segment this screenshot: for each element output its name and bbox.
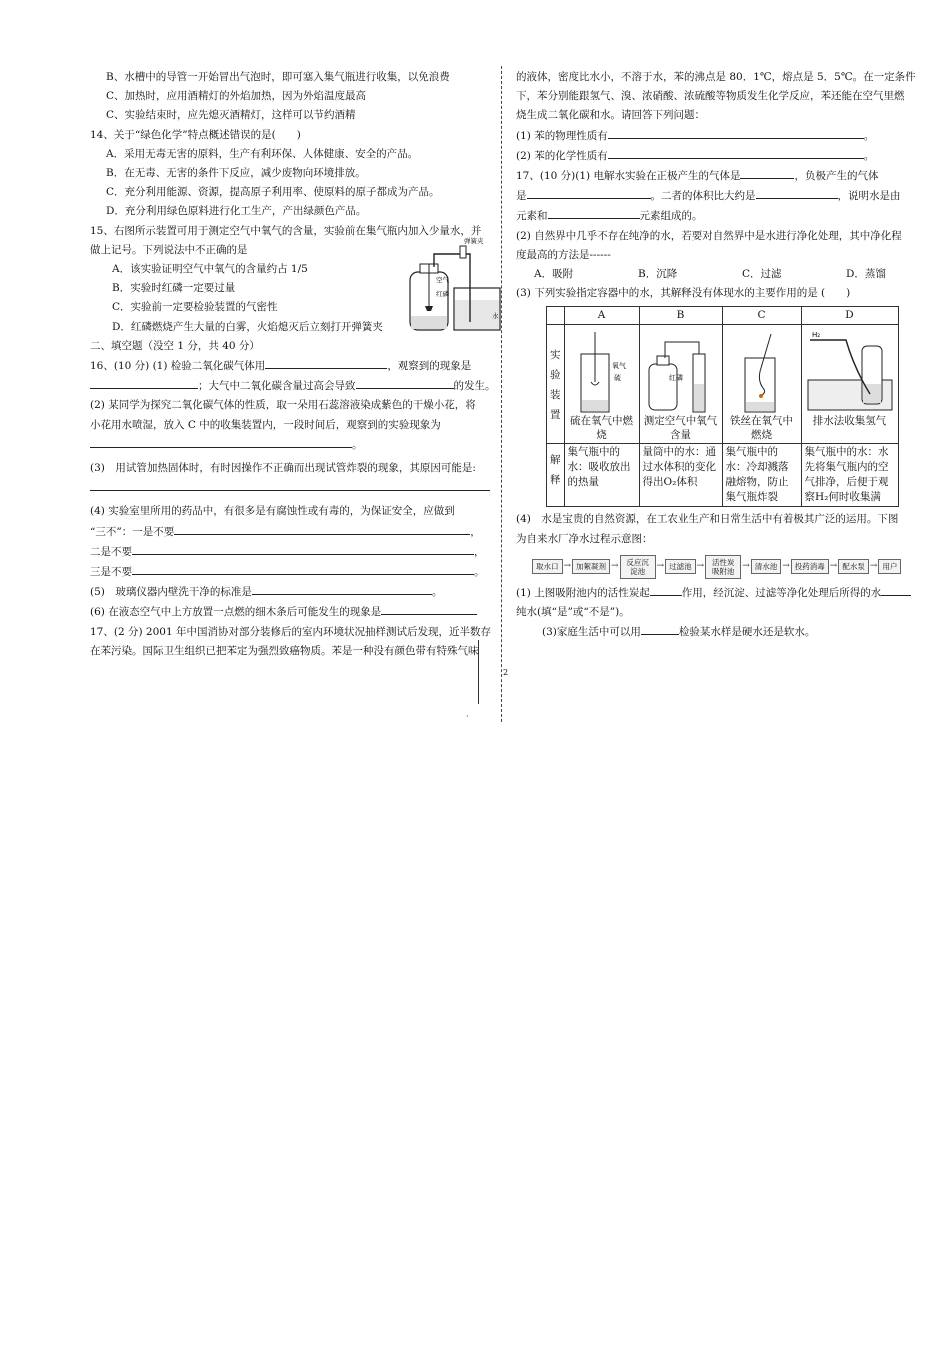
caption-d: 排水法收集氢气 [812, 415, 887, 428]
air-label: 空气 [436, 276, 449, 284]
answer-blank[interactable] [265, 356, 387, 369]
q17-line1: 17、(10 分)(1) 电解水实验在正极产生的气体是 ，负极产生的气体 [516, 166, 926, 186]
q15-option-d: D．红磷燃烧产生大量的白雾，火焰熄灭后立刻打开弹簧夹 [112, 320, 383, 333]
column-divider [501, 66, 502, 722]
clip-label: 弹簧夹 [464, 237, 484, 245]
h2-label: H₂ [811, 331, 820, 340]
flow-step: 取水口 [532, 559, 563, 574]
answer-blank[interactable] [132, 562, 474, 575]
answer-blank[interactable] [608, 146, 864, 159]
q14-stem: 14、关于“绿色化学”特点概述错误的是( ) [90, 128, 301, 141]
q16-3-line2 [90, 478, 498, 498]
option-a: A．吸附 [534, 268, 574, 281]
answer-blank[interactable] [548, 206, 640, 219]
caption-c: 铁丝在氧气中燃烧 [730, 415, 793, 442]
q16-1-line1: 16、(10 分) (1) 检验二氧化碳气体用 ，观察到的现象是 [90, 356, 498, 376]
q14-option-d: D．充分利用绿色原料进行化工生产，产出绿颜色产品。 [106, 205, 367, 218]
q16-2-line1: (2) 某同学为探究二氧化碳气体的性质，取一朵用石蕊溶液染成紫色的干燥小花，将 [90, 399, 476, 412]
phosphorus-label: 红磷 [436, 290, 449, 298]
option-d: D．蒸馏 [846, 268, 886, 281]
benzene-q1: (1) 苯的物理性质有 。 [516, 126, 926, 146]
benzene-para-line1: 的液体，密度比水小，不溶于水，苯的沸点是 80．1℃，熔点是 5．5℃。在一定条件 [516, 71, 916, 83]
answer-blank[interactable] [132, 542, 474, 555]
q14-option-a: A．采用无毒无害的原料，生产有利环保、人体健康、安全的产品。 [106, 147, 419, 160]
caption-a: 硫在氧气中燃烧 [570, 415, 633, 442]
q16-4-line3: 二是不要 ， [90, 542, 498, 562]
q13-option-c2: C、实验结束时，应先熄灭酒精灯，这样可以节约酒精 [106, 109, 356, 122]
q16-4-line4: 三是不要 。 [90, 562, 498, 582]
answer-blank[interactable] [608, 126, 864, 139]
q15-stem-line2: 做上记号。下列说法中不正确的是 [90, 243, 248, 256]
q15-option-a: A．该实验证明空气中氧气的含量约占 1/5 [112, 263, 308, 276]
flow-step: 用户 [878, 559, 901, 574]
q16-3-line1: (3) 用试管加热固体时，有时因操作不正确而出现试管炸裂的现象，其原因可能是: [90, 462, 476, 475]
arrow-icon: → [656, 561, 665, 572]
sulfur-label: 硫 [613, 374, 621, 383]
q13-option-c1: C、加热时，应用酒精灯的外焰加热，因为外焰温度最高 [106, 90, 367, 103]
q14-option-b: B．在无毒、无害的条件下反应，减少废物向环境排放。 [106, 167, 366, 180]
answer-blank[interactable] [252, 582, 432, 595]
experiment-table [546, 306, 899, 507]
row-label-apparatus: 实验装置 [547, 325, 565, 444]
q17-line11: (3)家庭生活中可以用 检验某水样是硬水还是软水。 [516, 622, 926, 642]
answer-blank[interactable] [174, 522, 470, 535]
explain-d: 集气瓶中的水：水先将集气瓶内的空气排净，后便于观察H₂何时收集满 [801, 444, 898, 507]
answer-blank[interactable] [756, 186, 838, 199]
explain-a: 集气瓶中的水：吸收放出的热量 [564, 444, 639, 507]
cell-d-figure [801, 325, 898, 444]
col-header-b: B [639, 307, 722, 325]
flow-step: 清水池 [751, 559, 782, 574]
answer-blank[interactable] [641, 622, 679, 635]
benzene-q2: (2) 苯的化学性质有 。 [516, 146, 926, 166]
q17-line7: (4) 水是宝贵的自然资源，在工农业生产和日常生活中有着极其广泛的运用。下图 [516, 513, 899, 526]
cell-a-figure [564, 325, 639, 444]
answer-blank[interactable] [650, 583, 682, 596]
q16-5: (5) 玻璃仪器内壁洗干净的标准是 。 [90, 582, 498, 602]
iron-wire-burning-figure [731, 328, 793, 414]
q17-line10: 纯水(填“是”或“不是”)。 [516, 606, 630, 619]
flow-step: 过滤池 [665, 559, 696, 574]
q16-1-line2: ；大气中二氧化碳含量过高会导致 的发生。 [90, 376, 498, 396]
col-header-d: D [801, 307, 898, 325]
arrow-icon: → [611, 561, 619, 572]
col-header-c: C [722, 307, 801, 325]
q16-2-line2: 小花用水喷湿，放入 C 中的收集装置内，一段时间后，观察到的实验现象为 [90, 418, 441, 431]
answer-blank[interactable] [90, 435, 352, 448]
q16-6: (6) 在液态空气中上方放置一点燃的细木条后可能发生的现象是 [90, 602, 498, 622]
q17-line6: (3) 下列实验指定容器中的水，其解释没有体现水的主要作用的是 ( ) [516, 287, 851, 300]
right-column [516, 68, 926, 642]
flow-step: 活性炭吸附池 [705, 555, 741, 579]
q17-line2: 是 。二者的体积比大约是 ，说明水是由 [516, 186, 926, 206]
q17-line3: 元素和 元素组成的。 [516, 206, 926, 226]
q17a-line1: 17、(2 分) 2001 年中国消协对部分装修后的室内环境状况抽样测试后发现，近半数存 [90, 625, 491, 638]
q15-option-b: B．实验时红磷一定要过量 [112, 282, 236, 295]
hydrogen-collection-figure [806, 328, 894, 414]
left-column [90, 68, 498, 661]
flow-step: 投药消毒 [791, 559, 829, 574]
q15-stem-line1: 15、右图所示装置可用于测定空气中氧气的含量，实验前在集气瓶内加入少量水，并 [90, 224, 482, 237]
cell-b-figure [639, 325, 722, 444]
q17-line9: (1) 上图吸附池内的活性炭起 作用，经沉淀、过滤等净化处理后所得的水 [516, 583, 926, 603]
answer-blank[interactable] [881, 583, 911, 596]
flow-step: 加絮凝剂 [572, 559, 610, 574]
binding-line [478, 640, 479, 704]
q15-apparatus-figure [398, 234, 502, 334]
q17-line8: 为自来水厂净水过程示意图： [516, 532, 653, 545]
option-c: C．过滤 [742, 268, 782, 281]
arrow-icon: → [782, 561, 790, 572]
water-label: 水 [492, 312, 499, 320]
q14-option-c: C．充分利用能源、资源，提高原子利用率、使原料的原子都成为产品。 [106, 186, 440, 199]
water-plant-flowchart [532, 555, 926, 579]
arrow-icon: → [869, 561, 878, 572]
answer-blank[interactable] [356, 376, 454, 389]
page-mark: · [466, 712, 469, 721]
red-phosphorus-label: 红磷 [668, 374, 683, 383]
answer-blank[interactable] [740, 166, 794, 179]
answer-blank[interactable] [381, 602, 477, 615]
q13-option-b: B、水槽中的导管一开始冒出气泡时，即可塞入集气瓶进行收集，以免浪费 [106, 71, 450, 83]
caption-b: 测定空气中氧气含量 [643, 415, 718, 442]
arrow-icon: → [696, 561, 705, 572]
q16-4-line1: (4) 实验室里所用的药品中，有很多是有腐蚀性或有毒的，为保证安全，应做到 [90, 505, 455, 518]
q17-options [516, 265, 926, 284]
col-header-a: A [564, 307, 639, 325]
row-label-explanation: 解释 [547, 444, 565, 507]
answer-blank[interactable] [527, 186, 651, 199]
explain-b: 量筒中的水：通过水体积的变化得出O₂体积 [639, 444, 722, 507]
page-number: 2 [503, 668, 509, 677]
q15-option-c: C．实验前一定要检验装置的气密性 [112, 301, 278, 314]
oxygen-measure-figure [643, 328, 719, 414]
benzene-para-line3: 烧生成二氧化碳和水。请回答下列问题： [516, 109, 705, 122]
benzene-para-line2: 下，苯分别能跟氢气、溴、浓硝酸、浓硫酸等物质发生化学反应，苯还能在空气里燃 [516, 90, 905, 103]
q16-2-line3: 。 [90, 435, 498, 455]
arrow-icon: → [742, 561, 750, 572]
q17-line5: 度最高的方法是------ [516, 248, 611, 261]
explain-c: 集气瓶中的水：冷却溅落融熔物，防止集气瓶炸裂 [722, 444, 801, 507]
section-2-heading: 二、填空题（没空 1 分，共 40 分） [90, 339, 260, 352]
arrow-icon: → [829, 561, 838, 572]
q17-line4: (2) 自然界中几乎不存在纯净的水，若要对自然界中是水进行净化处理，其中净化程 [516, 229, 902, 242]
answer-blank[interactable] [90, 478, 490, 491]
answer-blank[interactable] [90, 376, 198, 389]
oxygen-label: 氧气 [611, 362, 626, 371]
option-b: B．沉降 [638, 268, 678, 281]
q16-4-line2: “三不”：一是不要 ， [90, 522, 498, 542]
cell-c-figure [722, 325, 801, 444]
sulfur-burning-figure [569, 328, 635, 414]
arrow-icon: → [563, 561, 572, 572]
q17a-line2: 在苯污染。国际卫生组织已把苯定为强烈致癌物质。苯是一种没有颜色带有特殊气味 [90, 644, 479, 657]
flow-step: 反应沉淀池 [620, 555, 656, 579]
flow-step: 配水泵 [838, 559, 869, 574]
